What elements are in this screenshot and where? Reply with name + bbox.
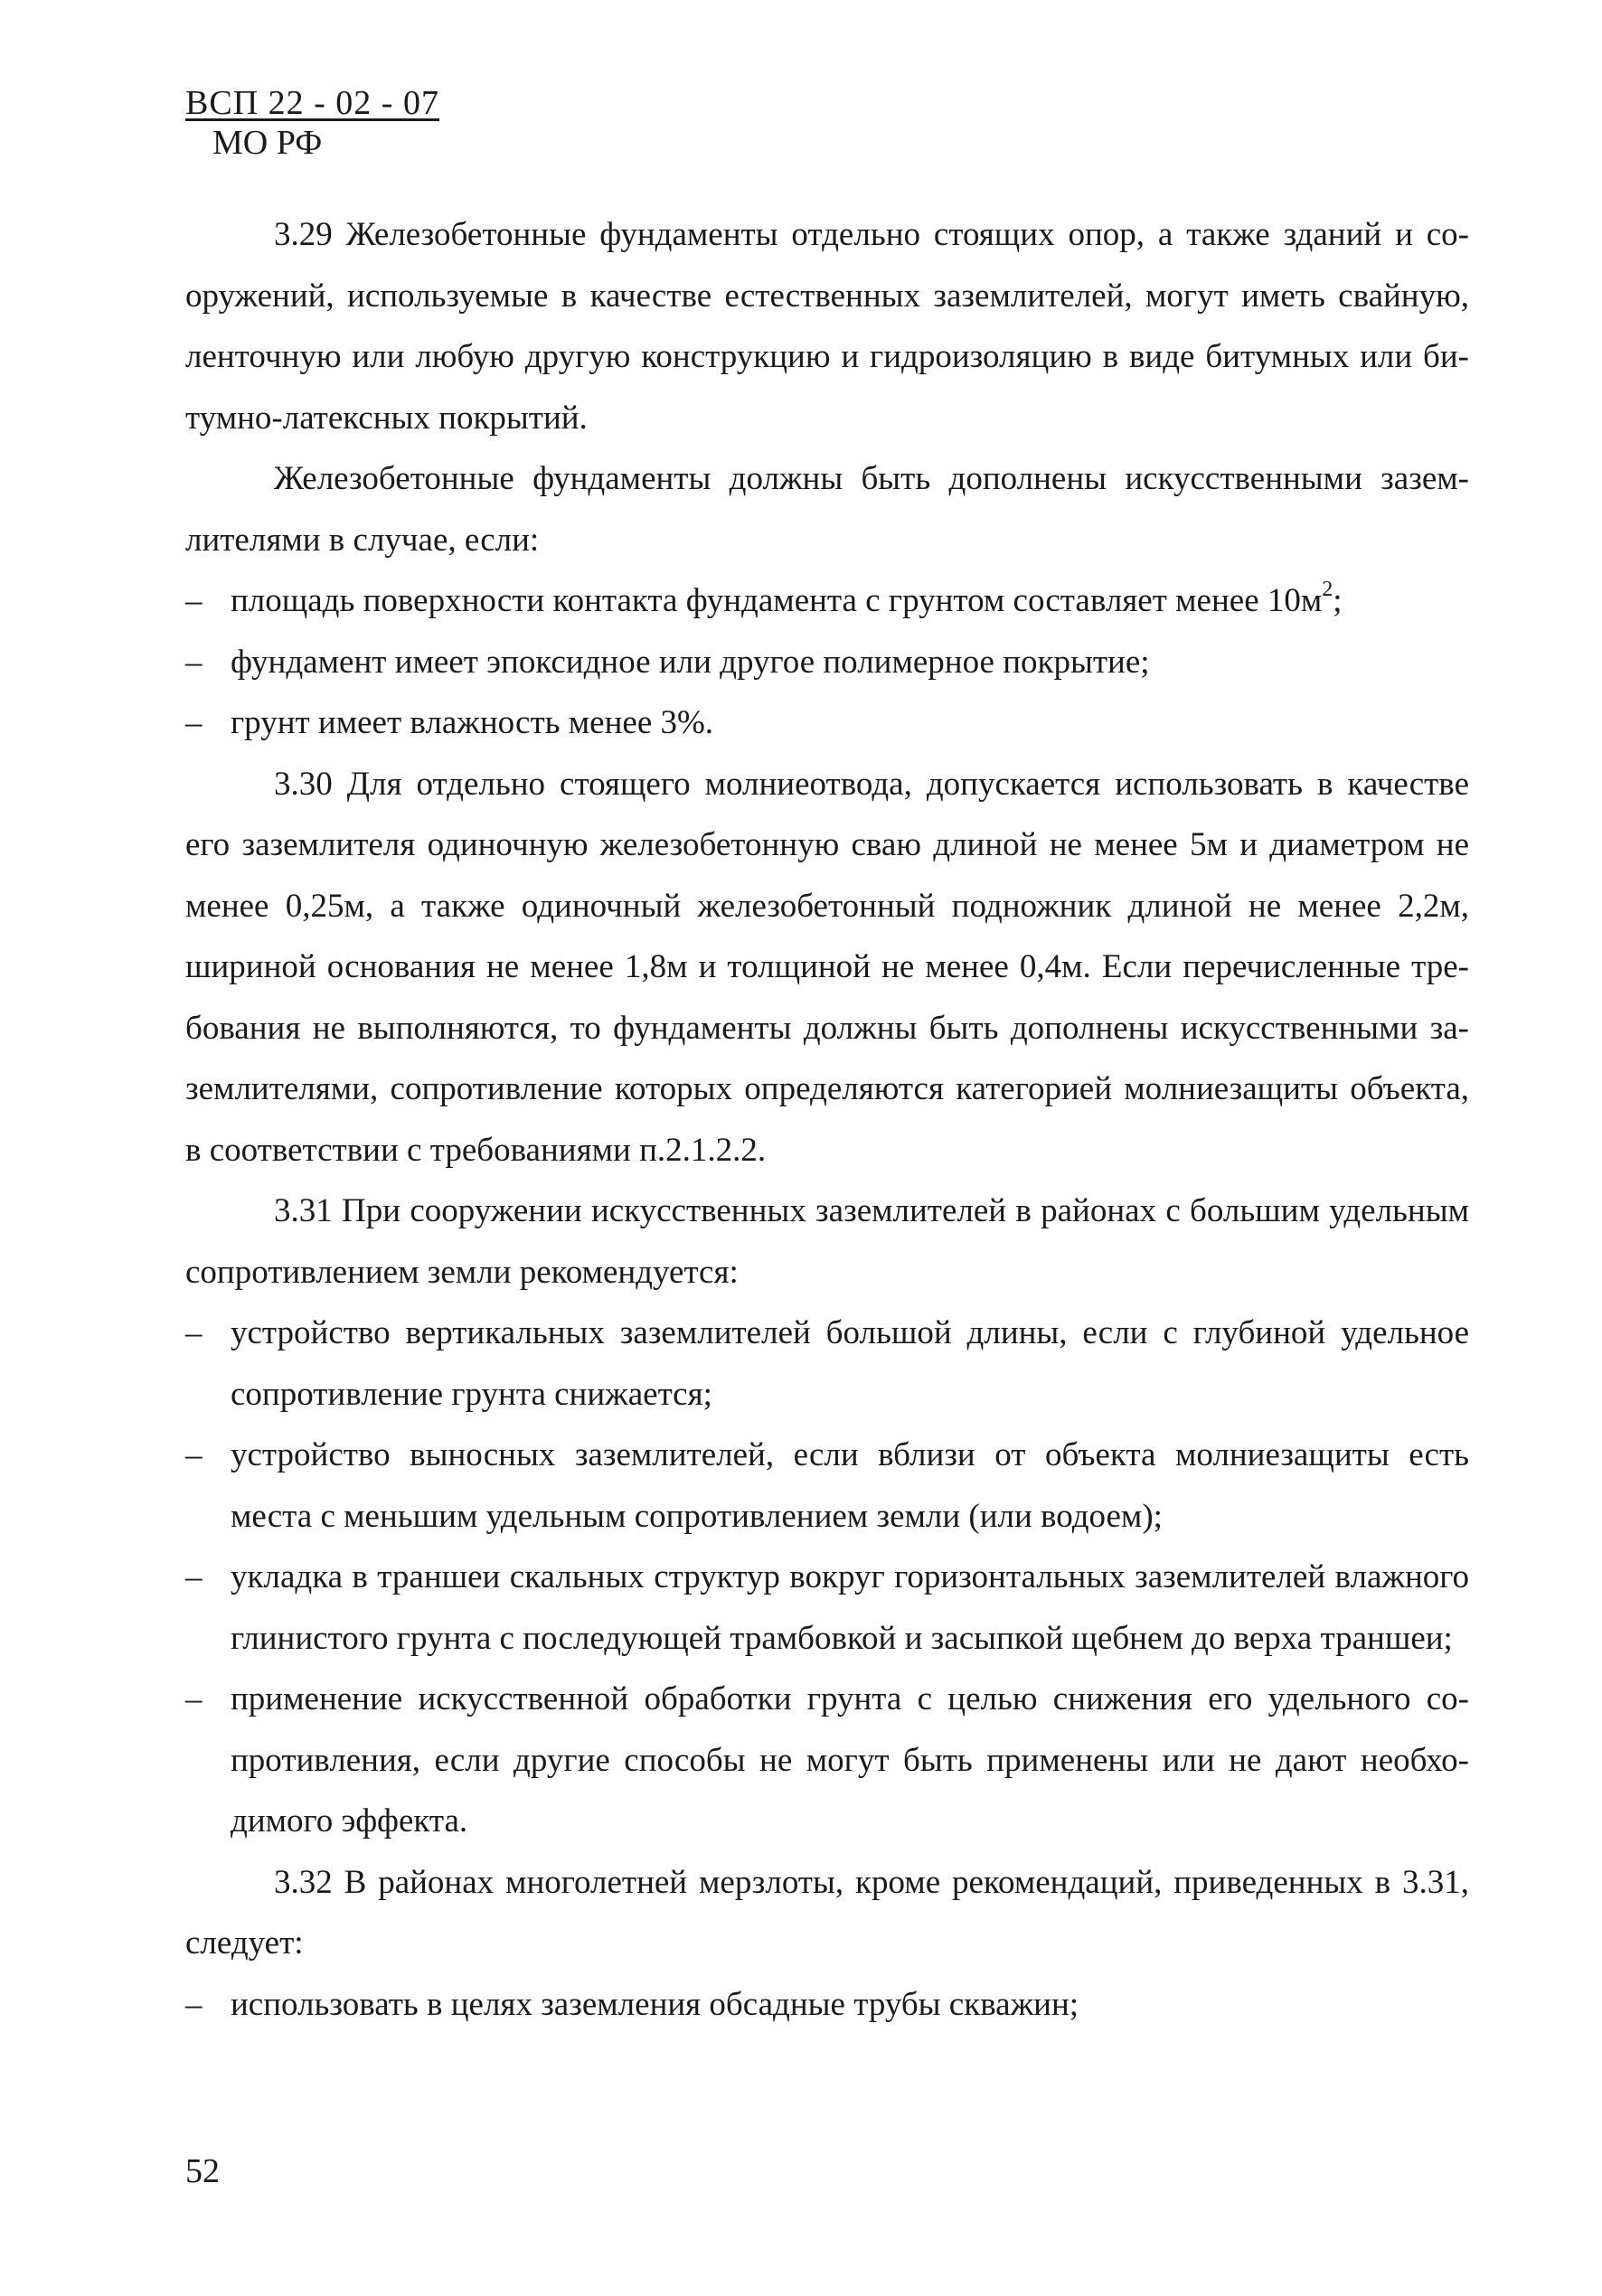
list-item <box>185 1547 1469 1669</box>
list-item-text: укладка в траншеи скальных структур вокруг горизонтальных заземлителей влажного глинистого грунта с последующей трамбовкой и засыпкой щебнем до верха траншеи; <box>231 1558 1469 1657</box>
organization-label: МО РФ <box>212 124 323 162</box>
list-3-29 <box>185 570 1469 754</box>
dash-bullet: – <box>185 1314 203 1351</box>
page-number: 52 <box>185 2152 220 2190</box>
list-item <box>185 692 1469 754</box>
list-item-text: площадь поверхности контакта фундамента с грунтом составляет менее 10м <box>231 582 1323 619</box>
paragraph-3-32: 3.32 В районах многолетней мерзлоты, кроме рекомендаций, приведенных в 3.31, следует: <box>185 1863 1469 1962</box>
list-item-text: устройство вертикальных заземлителей большой длины, если с глубиной удельное сопротивление грунта снижается; <box>231 1314 1469 1413</box>
dash-bullet: – <box>185 1436 203 1473</box>
dash-bullet: – <box>185 643 203 681</box>
list-item-text: применение искусственной обработки грунта с целью снижения его удельного сопротивления, если другие способы не могут быть применены или не дают необходимого эффекта. <box>231 1680 1469 1840</box>
list-3-31 <box>185 1303 1469 1852</box>
paragraph-3-29: 3.29 Железобетонные фундаменты отдельно стоящих опор, а также зданий и сооружений, используемые в качестве естественных заземлителей, могут иметь свайную, ленточную или любую другую конструкцию и гидроизоляцию в виде битумных или битумно-латексных покрытий. <box>185 216 1469 437</box>
document-body <box>185 204 1469 2035</box>
superscript: 2 <box>1322 577 1333 601</box>
list-item-tail: ; <box>1333 582 1343 619</box>
document-code: ВСП 22 - 02 - 07 <box>185 84 439 122</box>
list-item <box>185 1974 1469 2036</box>
list-item-text: фундамент имеет эпоксидное или другое полимерное покрытие; <box>231 643 1150 681</box>
list-item-text: использовать в целях заземления обсадные трубы скважин; <box>231 1985 1079 2023</box>
list-item <box>185 1425 1469 1547</box>
dash-bullet: – <box>185 704 203 741</box>
list-item <box>185 1303 1469 1425</box>
dash-bullet: – <box>185 1680 203 1717</box>
list-item-text: устройство выносных заземлителей, если вблизи от объекта молниезащиты есть места с меньшим удельным сопротивлением земли (или водоем); <box>231 1436 1469 1535</box>
document-header <box>185 83 439 163</box>
paragraph-3-30: 3.30 Для отдельно стоящего молниеотвода, допускается использовать в качестве его заземлителя одиночную железобетонную сваю длиной не менее 5м и диаметром не менее 0,25м, а также одиночный железобетонный подножник длиной не менее 2,2м, шириной основания не менее 1,8м и толщиной не менее 0,4м. Если перечисленные требования не выполняются, то фундаменты должны быть дополнены искусственными заземлителями, сопротивление которых определяются категорией молниезащиты объекта, в соответствии с требованиями п.2.1.2.2. <box>185 765 1469 1169</box>
list-3-32 <box>185 1974 1469 2036</box>
list-item-text: грунт имеет влажность менее 3%. <box>231 704 714 741</box>
dash-bullet: – <box>185 1985 203 2023</box>
list-item <box>185 570 1469 632</box>
dash-bullet: – <box>185 582 203 619</box>
paragraph-3-29-b: Железобетонные фундаменты должны быть дополнены искусственными заземлителями в случае, если: <box>185 460 1469 559</box>
list-item <box>185 632 1469 693</box>
list-item <box>185 1669 1469 1852</box>
dash-bullet: – <box>185 1558 203 1595</box>
paragraph-3-31: 3.31 При сооружении искусственных заземлителей в районах с большим удельным сопротивлением земли рекомендуется: <box>185 1192 1469 1291</box>
